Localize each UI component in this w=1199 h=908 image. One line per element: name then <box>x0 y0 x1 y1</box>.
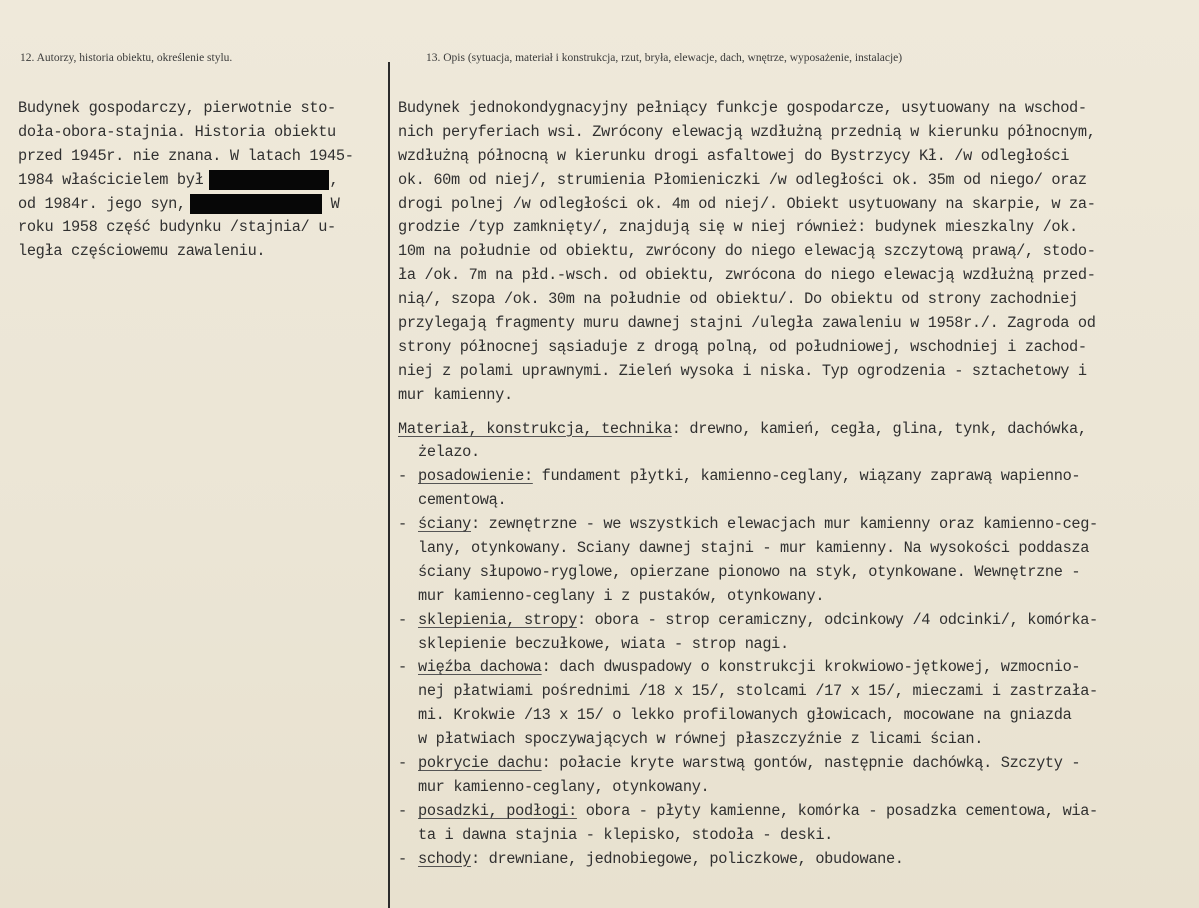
roof-truss-label: więźba dachowa <box>418 658 542 677</box>
roofing-text: : połacie kryte warstwą gontów, następnie dachówką. Szczyty - <box>541 754 1081 773</box>
stairs-line <box>398 848 1193 872</box>
stairs-text: : drewniane, jednobiegowe, policzkowe, obudowane. <box>470 849 904 868</box>
history-text: , <box>329 170 339 189</box>
roof-truss-line: mi. Krokwie /13 x 15/ o lekko profilowanych głowicach, mocowane na gniazda <box>418 706 1072 725</box>
roofing-line: mur kamienno-ceglany, otynkowany. <box>418 777 710 796</box>
history-line: roku 1958 część budynku /stajnia/ u- <box>18 218 336 237</box>
materials-line <box>398 418 1193 442</box>
description-line: ła /ok. 7m na płd.-wsch. od obiektu, zwrócona do niego elewacją wzdłużną przed- <box>398 266 1096 285</box>
floors-line: ta i dawna stajnia - klepisko, stodoła - deski. <box>418 825 833 844</box>
history-line: przed 1945r. nie znana. W latach 1945- <box>18 146 354 165</box>
description-column <box>398 97 1193 872</box>
floors-line <box>398 800 1193 824</box>
list-dash: - <box>398 849 407 868</box>
description-line: nich peryferiach wsi. Zwrócony elewacją wzdłużną przednią w kierunku północnym, <box>398 122 1096 141</box>
foundation-label: posadowienie: <box>418 467 533 486</box>
floors-text: obora - płyty kamienne, komórka - posadzka cementowa, wia- <box>576 801 1098 820</box>
foundation-text: fundament płytki, kamienno-ceglany, wiązany zaprawą wapienno- <box>532 467 1081 486</box>
walls-text: : zewnętrzne - we wszystkich elewacjach mur kamienny oraz kamienno-ceg- <box>470 515 1098 534</box>
stairs-label: schody <box>418 849 471 868</box>
roof-truss-line: w płatwiach spoczywających w równej płaszczyźnie z licami ścian. <box>418 730 984 749</box>
history-line: Budynek gospodarczy, pierwotnie sto- <box>18 99 336 117</box>
description-line: drogi polnej /w odległości ok. 4m od niej/. Obiekt usytuowany na skarpie, w za- <box>398 194 1096 213</box>
description-line: 10m na południe od obiektu, zwrócony do niego elewacją szczytową prawą/, stodo- <box>398 242 1096 261</box>
history-text: od 1984r. jego syn, <box>18 194 186 213</box>
description-line: ok. 60m od niej/, strumienia Płomieniczki /w odległości ok. 35m od niego/ oraz <box>398 170 1087 189</box>
materials-line: żelazo. <box>418 443 480 462</box>
description-line: strony północnej sąsiaduje z drogą polną, od południowej, wschodniej i zachod- <box>398 337 1087 356</box>
description-line: mur kamienny. <box>398 385 513 404</box>
history-line <box>18 193 378 217</box>
history-line <box>18 169 378 193</box>
history-line: legła częściowemu zawaleniu. <box>18 242 266 261</box>
history-text: 1984 właścicielem był <box>18 170 204 189</box>
roof-truss-line <box>398 656 1193 680</box>
description-line: wzdłużną północną w kierunku drogi asfaltowej do Bystrzycy Kł. /w odległości <box>398 146 1070 165</box>
materials-label: Materiał, konstrukcja, technika <box>398 419 672 438</box>
section-13-header: 13. Opis (sytuacja, materiał i konstrukcja, rzut, bryła, elewacje, dach, wnętrze, wyposażenie, instalacje) <box>426 52 903 64</box>
list-dash: - <box>398 754 407 773</box>
section-12-header: 12. Autorzy, historia obiektu, określenie stylu. <box>20 52 233 64</box>
vaults-line <box>398 609 1193 633</box>
roofing-line <box>398 752 1193 776</box>
list-dash: - <box>398 658 407 677</box>
history-column <box>18 97 378 264</box>
walls-line <box>398 513 1193 537</box>
list-dash: - <box>398 515 407 534</box>
walls-line: lany, otynkowany. Sciany dawnej stajni - mur kamienny. Na wysokości poddasza <box>418 539 1090 558</box>
list-dash: - <box>398 467 407 486</box>
list-dash: - <box>398 801 407 820</box>
foundation-line <box>398 465 1193 489</box>
roof-truss-line: nej płatwiami pośrednimi /18 x 15/, stolcami /17 x 15/, mieczami i zastrzała- <box>418 682 1098 701</box>
floors-label: posadzki, podłogi: <box>418 801 577 820</box>
foundation-line: cementową. <box>418 491 507 510</box>
redacted-name <box>190 194 322 214</box>
history-text: W <box>321 194 340 213</box>
roofing-label: pokrycie dachu <box>418 754 542 773</box>
description-line: niej z polami uprawnymi. Zieleń wysoka i niska. Typ ogrodzenia - sztachetowy i <box>398 361 1087 380</box>
walls-line: mur kamienno-ceglany i z pustaków, otynkowany. <box>418 586 825 605</box>
redacted-name <box>209 170 329 190</box>
history-line: doła-obora-stajnia. Historia obiektu <box>18 122 336 141</box>
roof-truss-text: : dach dwuspadowy o konstrukcji krokwiowo-jętkowej, wzmocnio- <box>541 658 1081 677</box>
vaults-text: : obora - strop ceramiczny, odcinkowy /4 odcinki/, komórka- <box>576 610 1098 629</box>
description-line: grodzie /typ zamknięty/, znajdują się w niej również: budynek mieszkalny /ok. <box>398 218 1078 237</box>
description-line: Budynek jednokondygnacyjny pełniący funkcje gospodarcze, usytuowany na wschod- <box>398 99 1087 117</box>
column-divider <box>388 62 390 908</box>
vaults-line: sklepienie beczułkowe, wiata - strop nagi. <box>418 634 789 653</box>
walls-label: ściany <box>418 515 471 534</box>
description-line: przylegają fragmenty muru dawnej stajni /uległa zawaleniu w 1958r./. Zagroda od <box>398 314 1096 333</box>
vaults-label: sklepienia, stropy <box>418 610 577 629</box>
walls-line: ściany słupowo-ryglowe, opierzane pionowo na styk, otynkowane. Wewnętrzne - <box>418 562 1081 581</box>
list-dash: - <box>398 610 407 629</box>
materials-text: : drewno, kamień, cegła, glina, tynk, dachówka, <box>671 419 1087 438</box>
description-line: nią/, szopa /ok. 30m na południe od obiektu/. Do obiektu od strony zachodniej <box>398 290 1078 309</box>
